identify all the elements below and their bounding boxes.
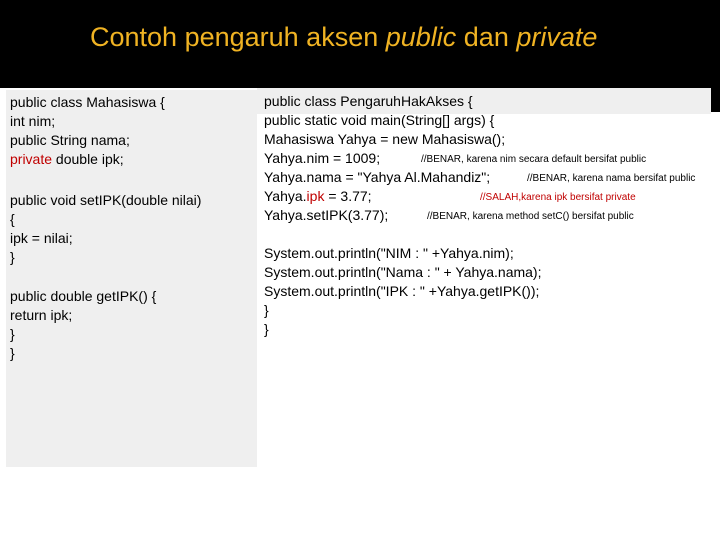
- pengaruh-hak-akses-code: [264, 93, 714, 343]
- code-line: }: [10, 326, 15, 342]
- code-line: System.out.println("Nama : " + Yahya.nama);: [264, 264, 542, 280]
- code-line: Yahya.nama = "Yahya Al.Mahandiz";: [264, 169, 491, 185]
- code-line: System.out.println("NIM : " +Yahya.nim);: [264, 245, 514, 261]
- code-line: [264, 188, 372, 204]
- title-mid: dan: [456, 22, 517, 52]
- code-line: System.out.println("IPK : " +Yahya.getIPK());: [264, 283, 540, 299]
- code-line: public double getIPK() {: [10, 288, 157, 304]
- code-line: return ipk;: [10, 307, 73, 323]
- code-line: }: [10, 249, 15, 265]
- code-line: Mahasiswa Yahya = new Mahasiswa();: [264, 131, 506, 147]
- code-line: }: [264, 302, 269, 318]
- code-line: public static void main(String[] args) {: [264, 112, 495, 128]
- code-line: ipk = nilai;: [10, 230, 73, 246]
- code-line: Yahya.setIPK(3.77);: [264, 207, 389, 223]
- mahasiswa-class-code: [10, 94, 255, 374]
- code-line: Yahya.nim = 1009;: [264, 150, 381, 166]
- code-comment: //BENAR, karena nim secara default bersifat public: [421, 154, 647, 165]
- title-keyword-public: public: [385, 22, 457, 52]
- code-line: public String nama;: [10, 132, 130, 148]
- code-comment: //BENAR, karena method setC() bersifat public: [427, 211, 634, 222]
- code-text: = 3.77;: [324, 188, 372, 204]
- code-text: double ipk;: [52, 151, 124, 167]
- code-comment-error: //SALAH,karena ipk bersifat private: [480, 192, 636, 203]
- title-keyword-private: private: [516, 22, 598, 52]
- code-comment: //BENAR, karena nama bersifat public: [527, 173, 696, 184]
- code-line: int nim;: [10, 113, 56, 129]
- code-line: }: [264, 321, 269, 337]
- code-line: }: [10, 345, 15, 361]
- slide-title: [90, 22, 597, 53]
- code-line: {: [10, 211, 15, 227]
- private-keyword: private: [10, 151, 53, 167]
- code-line: public class Mahasiswa {: [10, 94, 165, 110]
- ipk-field-private: ipk: [306, 188, 325, 204]
- code-text: Yahya.: [264, 188, 307, 204]
- code-line: public void setIPK(double nilai): [10, 192, 202, 208]
- title-prefix: Contoh pengaruh aksen: [90, 22, 386, 52]
- code-line: public class PengaruhHakAkses {: [264, 93, 473, 109]
- code-line: [10, 151, 124, 167]
